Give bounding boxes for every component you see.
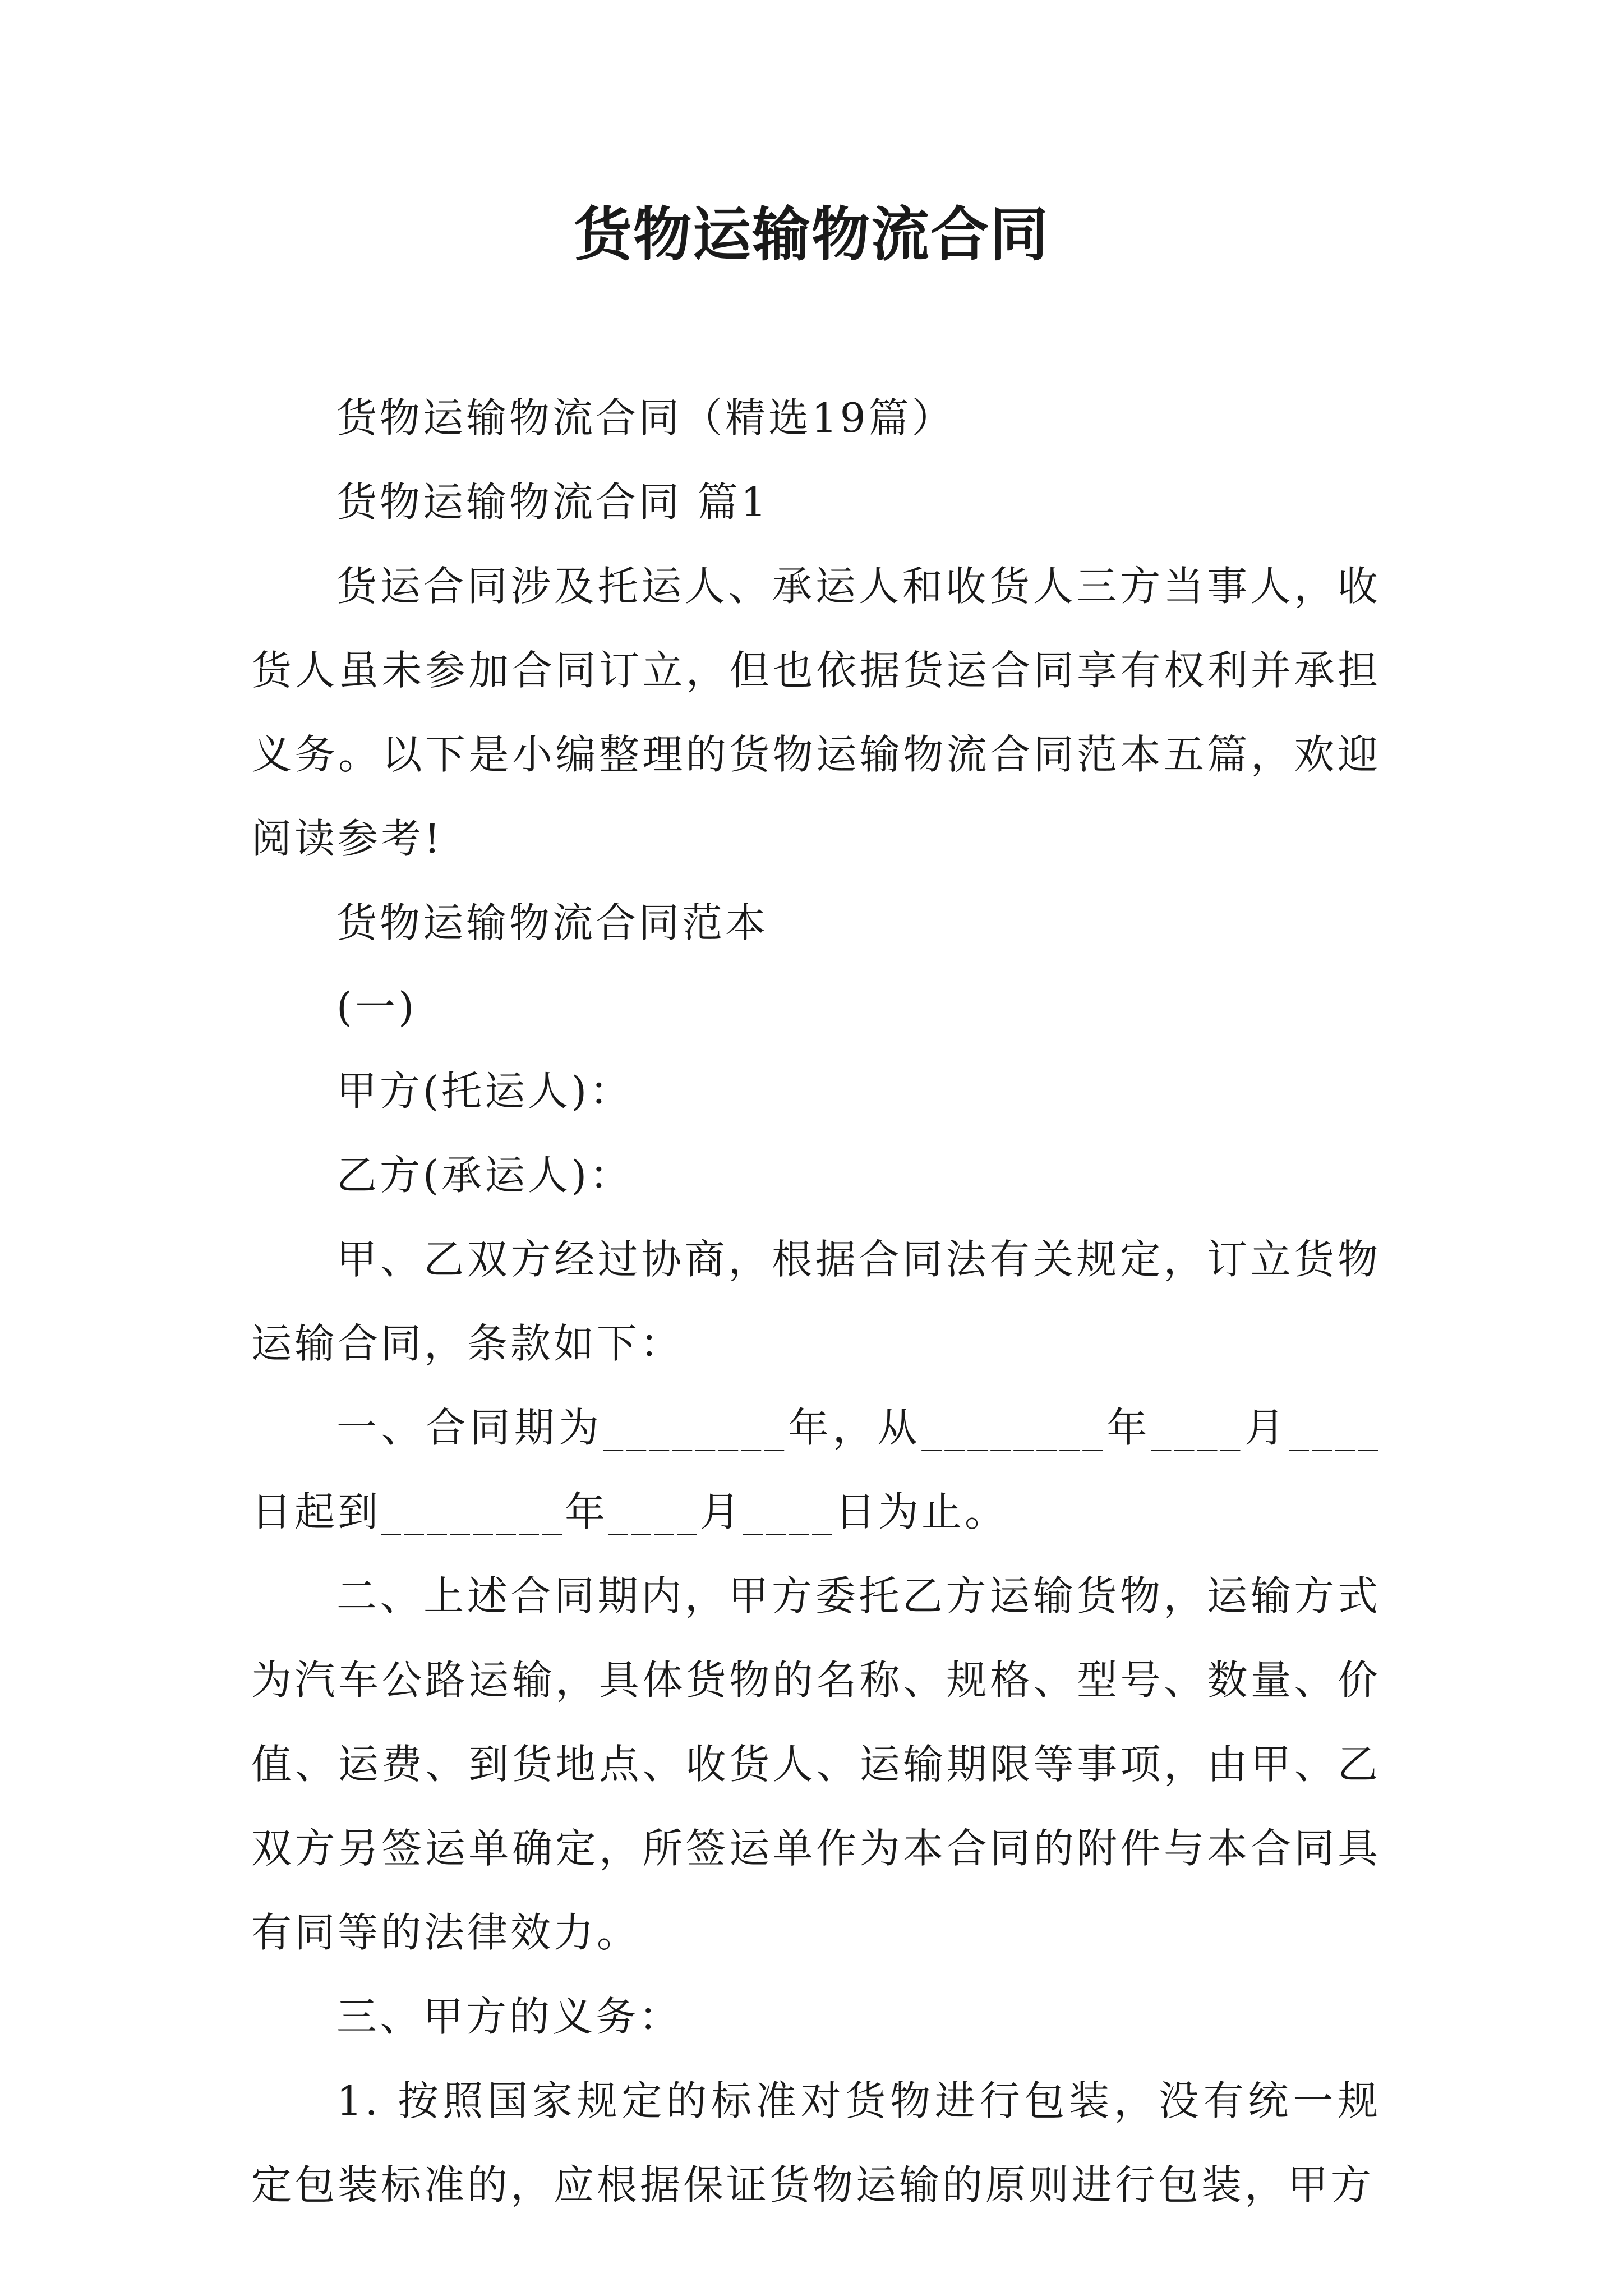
paragraph-intro: 货运合同涉及托运人、承运人和收货人三方当事人，收货人虽未参加合同订立，但也依据货运合同享有权利并承担义务。以下是小编整理的货物运输物流合同范本五篇，欢迎阅读参考! xyxy=(251,563,1381,862)
paragraph-clause-1: 一、合同期为________年，从________年____月____日起到________年____月____日为止。 xyxy=(251,1404,1381,1535)
paragraph-party-b: 乙方(承运人)： xyxy=(336,1152,633,1199)
paragraph-agreement: 甲、乙双方经过协商，根据合同法有关规定，订立货物运输合同，条款如下： xyxy=(251,1236,1381,1367)
paragraph-clause-2: 二、上述合同期内，甲方委托乙方运输货物，运输方式为汽车公路运输，具体货物的名称、规格、型号、数量、价值、运费、到货地点、收货人、运输期限等事项，由甲、乙双方另签运单确定，所签运单作为本合同的附件与本合同具有同等的法律效力。 xyxy=(251,1572,1381,1956)
paragraph-template-heading: 货物运输物流合同范本 xyxy=(336,899,769,946)
paragraph-party-a: 甲方(托运人)： xyxy=(336,1068,633,1115)
paragraph-subtitle: 货物运输物流合同（精选19篇） xyxy=(336,394,955,441)
document-body xyxy=(251,376,1381,2227)
paragraph-clause-3-item-1: 1. 按照国家规定的标准对货物进行包装，没有统一规定包装标准的，应根据保证货物运输的原则进行包装，甲方 xyxy=(251,2077,1381,2208)
paragraph-section-heading: 货物运输物流合同 篇1 xyxy=(336,478,769,526)
document-title: 货物运输物流合同 xyxy=(573,200,1049,269)
paragraph-clause-3: 三、甲方的义务： xyxy=(336,1993,683,2040)
paragraph-part-number: (一) xyxy=(336,983,417,1030)
